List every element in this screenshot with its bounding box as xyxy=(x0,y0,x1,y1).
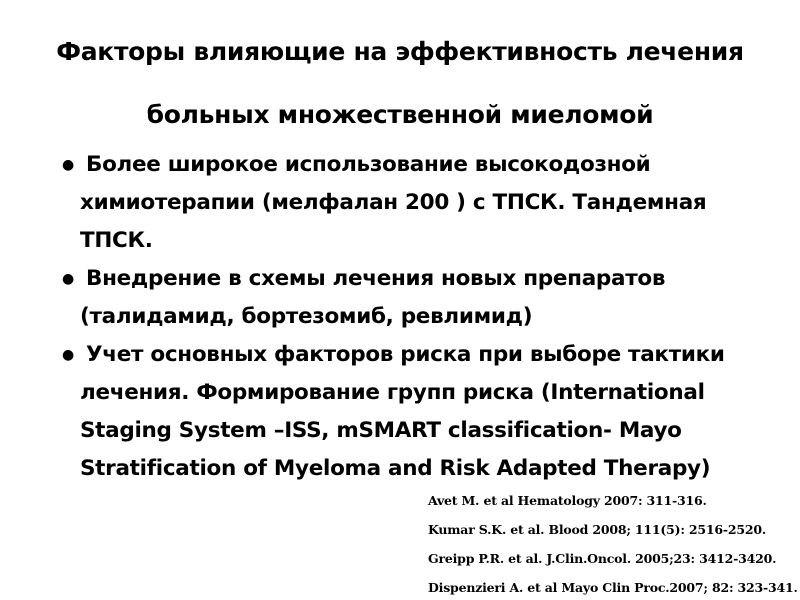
bullet-text-line: Staging System –ISS, mSMART classification- Mayo xyxy=(80,418,682,443)
bullet-text-line: (талидамид, бортезомиб, ревлимид) xyxy=(80,304,533,329)
bullet-icon: ● xyxy=(62,347,74,363)
bullet-text-line: Более широкое использование высокодозной xyxy=(86,152,651,177)
reference-item: Avet M. et al Hematology 2007: 311-316. xyxy=(428,493,707,508)
bullet-item-new-drugs xyxy=(62,260,752,336)
bullet-item-high-dose-chemo xyxy=(62,146,752,260)
references xyxy=(428,486,798,600)
reference-item: Greipp P.R. et al. J.Clin.Oncol. 2005;23: 3412-3420. xyxy=(428,551,777,566)
bullet-text-line: Учет основных факторов риска при выборе тактики xyxy=(86,342,725,367)
bullet-icon: ● xyxy=(62,271,74,287)
bullet-icon: ● xyxy=(62,157,74,173)
bullet-text-line: Stratification of Myeloma and Risk Adapted Therapy) xyxy=(80,456,711,481)
bullet-text-line: ТПСК. xyxy=(80,228,153,253)
bullet-list xyxy=(62,146,752,488)
bullet-text-line: Внедрение в схемы лечения новых препаратов xyxy=(86,266,666,291)
reference-item: Kumar S.K. et al. Blood 2008; 111(5): 2516-2520. xyxy=(428,522,767,537)
bullet-text-line: химиотерапии (мелфалан 200 ) с ТПСК. Тандемная xyxy=(80,190,707,215)
bullet-item-risk-factors xyxy=(62,336,752,488)
slide-title-line-1: Факторы влияющие на эффективность лечения xyxy=(56,37,744,66)
bullet-text-line: лечения. Формирование групп риска (International xyxy=(80,380,705,405)
reference-item: Dispenzieri A. et al Mayo Clin Proc.2007; 82: 323-341. xyxy=(428,580,798,595)
slide-title-line-2: больных множественной миеломой xyxy=(146,100,654,129)
